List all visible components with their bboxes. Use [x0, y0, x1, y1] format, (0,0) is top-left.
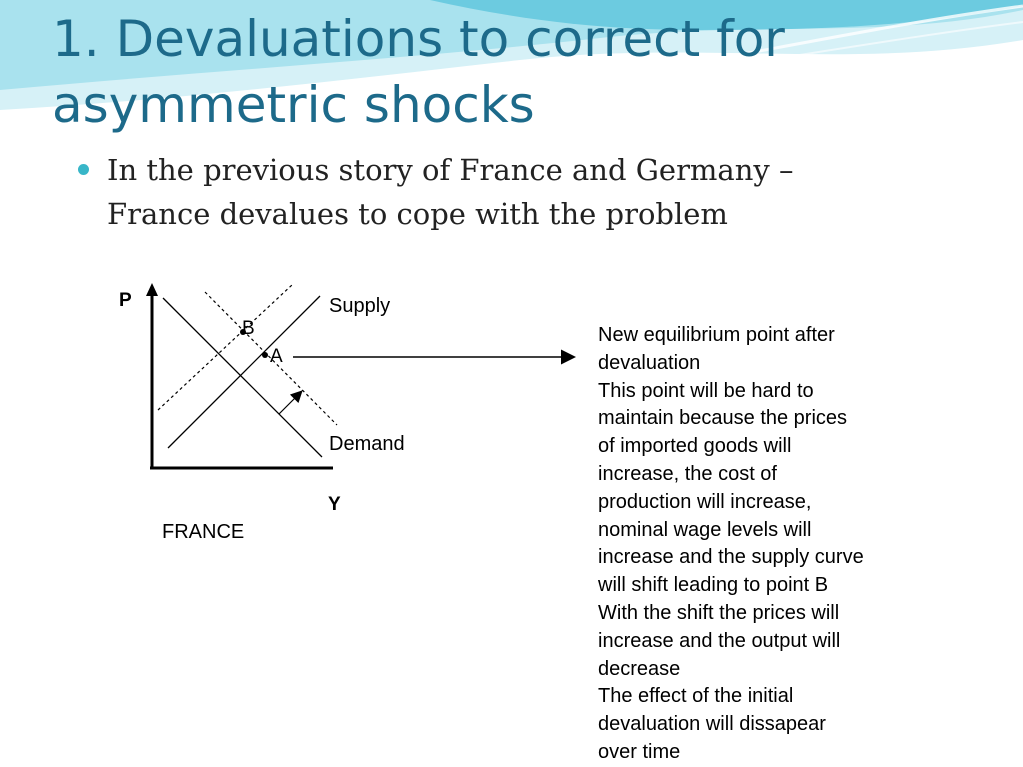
- axis-label-y: Y: [328, 494, 341, 515]
- note-line: increase, the cost of: [598, 462, 777, 485]
- y-axis-arrowhead: [146, 283, 158, 296]
- note-line: devaluation will dissapear: [598, 713, 826, 736]
- demand-shift-arrow: [279, 392, 301, 414]
- explanation-note: [598, 322, 918, 767]
- slide-title-line-2: asymmetric shocks: [52, 76, 535, 134]
- bullet-text: [107, 148, 887, 236]
- note-line: over time: [598, 740, 681, 763]
- note-line: This point will be hard to: [598, 379, 814, 402]
- slide-title-line-1: 1. Devaluations to correct for: [52, 10, 785, 68]
- axis-label-p: P: [119, 290, 132, 311]
- note-line: devaluation: [598, 351, 701, 374]
- bullet-line-2: France devalues to cope with the problem: [107, 197, 728, 231]
- note-line: With the shift the prices will: [598, 601, 840, 624]
- bullet-line-1: In the previous story of France and Germany –: [107, 153, 794, 187]
- point-a-label: A: [270, 346, 283, 367]
- note-line: increase and the output will: [598, 629, 841, 652]
- note-line: increase and the supply curve: [598, 546, 864, 569]
- country-label: FRANCE: [162, 521, 245, 543]
- note-line: of imported goods will: [598, 435, 792, 458]
- note-line: will shift leading to point B: [598, 574, 829, 597]
- supply-label: Supply: [329, 295, 391, 317]
- note-line: maintain because the prices: [598, 407, 848, 430]
- note-line: production will increase,: [598, 490, 812, 513]
- note-line: New equilibrium point after: [598, 324, 835, 346]
- slide-title: [52, 6, 952, 138]
- bullet-dot-icon: [78, 164, 89, 175]
- note-line: decrease: [598, 657, 681, 680]
- note-line: The effect of the initial: [598, 685, 794, 708]
- demand-label: Demand: [329, 433, 405, 455]
- point-a-marker: [262, 352, 268, 358]
- note-line: nominal wage levels will: [598, 518, 812, 541]
- point-b-label: B: [242, 318, 255, 339]
